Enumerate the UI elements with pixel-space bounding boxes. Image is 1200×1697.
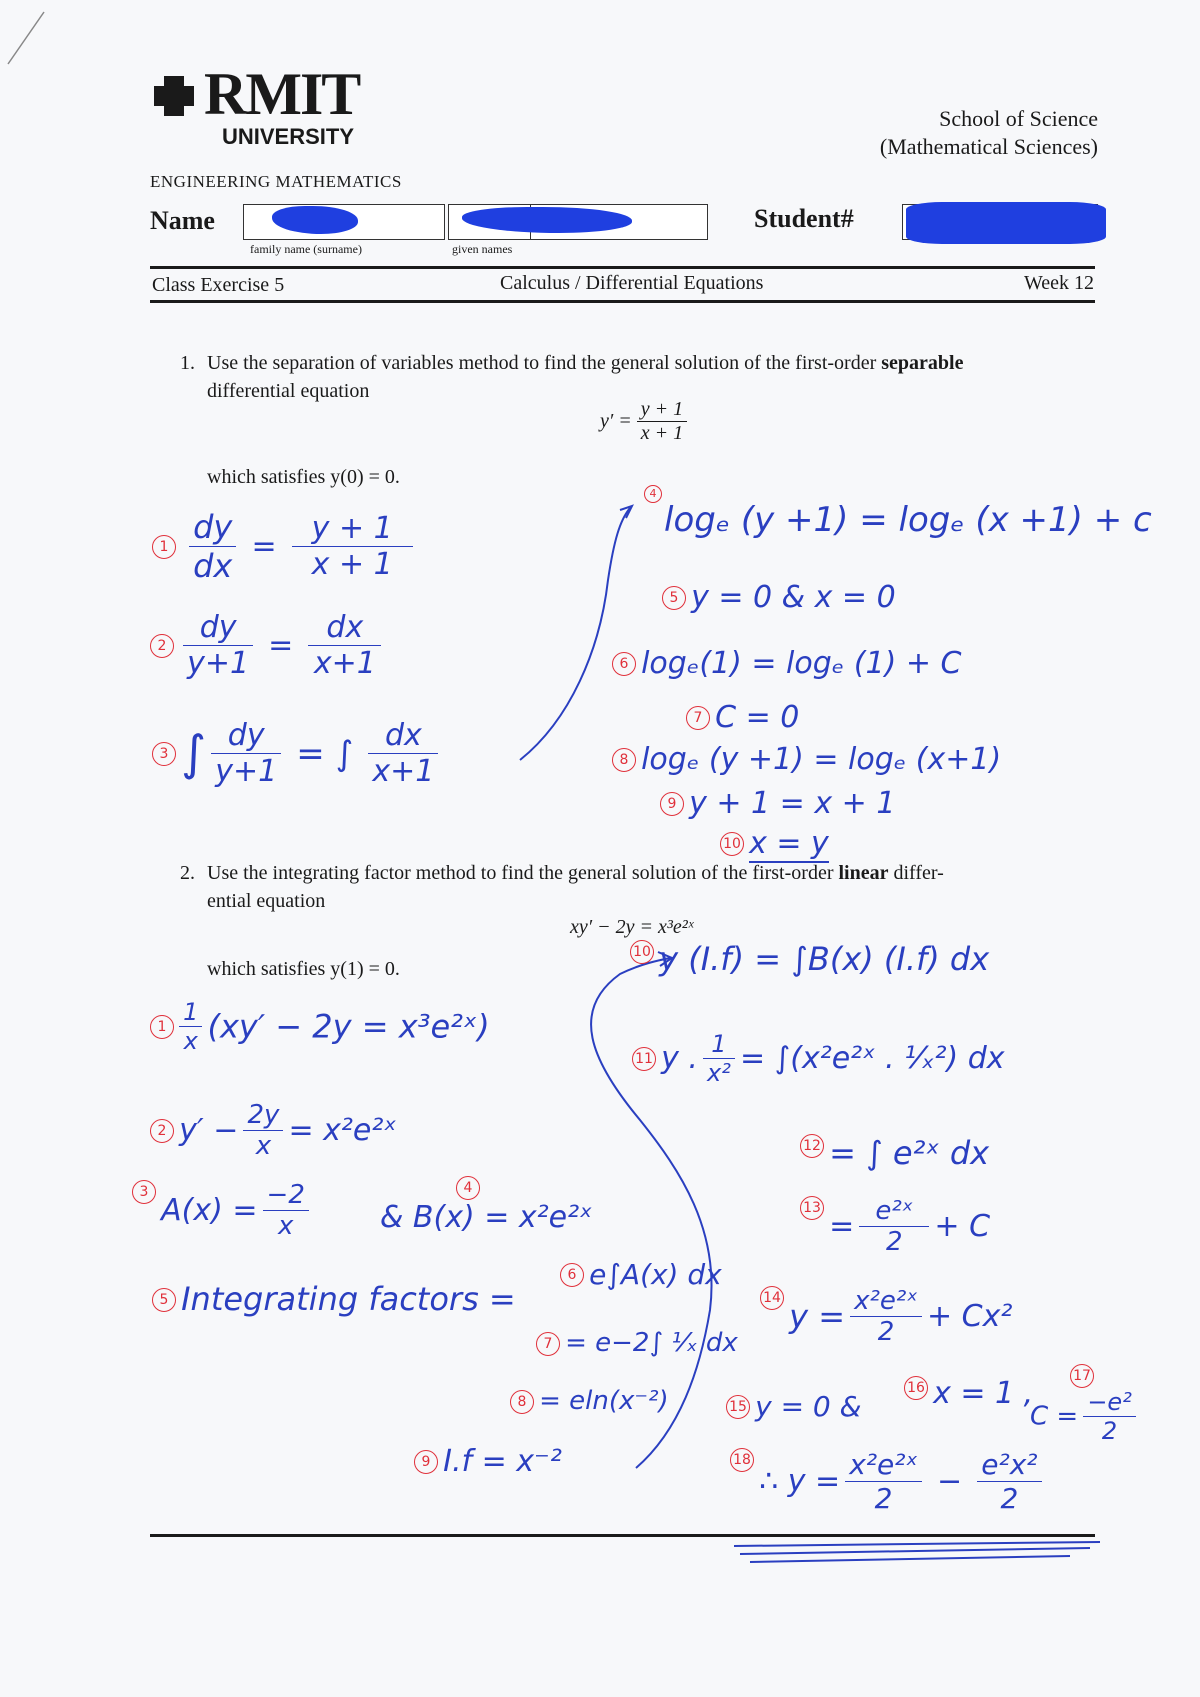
q2-s2-num: 2y bbox=[243, 1100, 283, 1131]
school-department: (Mathematical Sciences) bbox=[879, 134, 1098, 159]
q2-step8-marker: 8 bbox=[510, 1390, 534, 1414]
q1-s2-rden: x+1 bbox=[313, 646, 376, 681]
q2-s11-post: = ∫(x²e²ˣ . ¹⁄ₓ²) dx bbox=[739, 1041, 1005, 1076]
q1-step2 bbox=[150, 610, 381, 681]
rmit-logo bbox=[150, 62, 390, 152]
q2-s17-pre: C = bbox=[1030, 1401, 1079, 1432]
q2-s14-num: x²e²ˣ bbox=[850, 1286, 922, 1317]
q1-s2-num: dy bbox=[183, 610, 253, 646]
q2-step14-marker: 14 bbox=[760, 1286, 784, 1310]
q1-step10-marker: 10 bbox=[720, 832, 744, 856]
q1-s1-den: dx bbox=[193, 547, 233, 585]
q2-number: 2. bbox=[180, 862, 195, 884]
q2-prompt-text: Use the integrating factor method to find the general solution of the first-order bbox=[207, 862, 839, 884]
q1-s4-text: logₑ (y +1) = logₑ (x +1) + c bbox=[664, 500, 1152, 540]
q2-equation: xy′ − 2y = x³e²ˣ bbox=[570, 916, 694, 938]
q1-s5-text: y = 0 & x = 0 bbox=[691, 580, 896, 615]
q2-s9-text: I.f = x⁻² bbox=[443, 1444, 562, 1479]
q2-s4-text: & B(x) = x²e²ˣ bbox=[380, 1200, 593, 1235]
q2-s14-den: 2 bbox=[877, 1317, 895, 1347]
q2-step13-marker: 13 bbox=[800, 1196, 824, 1220]
q2-step18 bbox=[690, 1448, 1042, 1515]
q1-step9-marker: 9 bbox=[660, 792, 684, 816]
q2-step9-marker: 9 bbox=[414, 1450, 438, 1474]
q2-s11-num: 1 bbox=[703, 1030, 735, 1059]
q2-step9 bbox=[414, 1444, 562, 1479]
q2-s14-post: + Cx² bbox=[926, 1299, 1013, 1334]
q1-step5 bbox=[662, 580, 896, 615]
q2-s13-post: + C bbox=[934, 1209, 991, 1244]
q1-step5-marker: 5 bbox=[662, 586, 686, 610]
q1-eq-lhs: y′ = bbox=[600, 410, 632, 432]
family-name-caption: family name (surname) bbox=[250, 242, 362, 256]
q2-step3 bbox=[132, 1180, 309, 1241]
q2-s18-pre: ∴ y = bbox=[759, 1464, 841, 1499]
q1-s3-num: dy bbox=[211, 718, 281, 754]
q1-eq-den: x + 1 bbox=[640, 422, 684, 444]
q1-s9-text: y + 1 = x + 1 bbox=[689, 786, 896, 821]
q1-arrow bbox=[480, 500, 640, 780]
q2-s1-text: (xy′ − 2y = x³e²ˣ) bbox=[207, 1007, 490, 1046]
q1-s1-eq: = bbox=[251, 529, 277, 564]
q2-step17-marker: 17 bbox=[1070, 1364, 1094, 1388]
q1-s1-num: dy bbox=[189, 508, 236, 547]
logo-name: RMIT bbox=[204, 61, 360, 127]
q2-prompt bbox=[207, 862, 944, 885]
q2-s1-den: x bbox=[183, 1027, 198, 1055]
q1-s3-rnum: dx bbox=[368, 718, 438, 754]
q1-step8 bbox=[612, 742, 1001, 777]
class-exercise-label: Class Exercise 5 bbox=[152, 274, 285, 296]
q1-step3 bbox=[152, 718, 438, 789]
q2-step5-marker: 5 bbox=[152, 1288, 176, 1312]
q1-step1 bbox=[152, 508, 413, 585]
q1-eq-num: y + 1 bbox=[637, 398, 687, 422]
q1-step6 bbox=[612, 646, 961, 681]
q2-step14 bbox=[760, 1286, 1012, 1347]
q1-s7-text: C = 0 bbox=[715, 700, 800, 735]
q1-step6-marker: 6 bbox=[612, 652, 636, 676]
q2-s15-text: y = 0 & bbox=[755, 1390, 862, 1423]
q2-prompt-line2: ential equation bbox=[207, 890, 326, 912]
final-answer-underline bbox=[730, 1538, 1110, 1568]
q2-s10-text: y (I.f) = ∫B(x) (I.f) dx bbox=[659, 940, 990, 978]
q1-step10 bbox=[720, 826, 829, 861]
q1-s8-text: logₑ (y +1) = logₑ (x+1) bbox=[641, 742, 1002, 777]
topic-label: Calculus / Differential Equations bbox=[500, 272, 764, 294]
q2-step6-marker: 6 bbox=[560, 1263, 584, 1287]
q2-s2-den: x bbox=[255, 1131, 272, 1161]
q2-step17 bbox=[1030, 1364, 1136, 1445]
q2-s16-text: x = 1 , bbox=[933, 1376, 1034, 1411]
q2-s13-num: e²ˣ bbox=[859, 1196, 929, 1227]
q2-step1 bbox=[150, 998, 490, 1055]
q2-step13 bbox=[800, 1196, 990, 1257]
q1-equation bbox=[600, 398, 687, 445]
q2-step11 bbox=[632, 1030, 1005, 1087]
header-rule-bottom bbox=[150, 300, 1095, 303]
q2-s1-num: 1 bbox=[179, 998, 202, 1027]
q1-s3-lhs: ∫ bbox=[181, 725, 207, 782]
course-name: ENGINEERING MATHEMATICS bbox=[150, 172, 402, 191]
q2-s13-pre: = bbox=[829, 1209, 855, 1244]
week-label: Week 12 bbox=[1023, 272, 1094, 294]
q2-step3-marker: 3 bbox=[132, 1180, 156, 1204]
q2-s13-den: 2 bbox=[886, 1227, 903, 1257]
q1-condition: which satisfies y(0) = 0. bbox=[207, 466, 400, 488]
q2-step16 bbox=[904, 1376, 1033, 1411]
q1-step9 bbox=[660, 786, 895, 821]
q2-step12 bbox=[800, 1134, 989, 1172]
q2-step5 bbox=[152, 1280, 516, 1318]
q1-step2-marker: 2 bbox=[150, 634, 174, 658]
q2-s3-den: x bbox=[278, 1211, 294, 1241]
q1-step8-marker: 8 bbox=[612, 748, 636, 772]
q1-s2-den: y+1 bbox=[187, 646, 250, 681]
q2-s17-num: −e² bbox=[1083, 1388, 1136, 1417]
q2-s5-text: Integrating factors = bbox=[181, 1280, 516, 1318]
q2-step15-marker: 15 bbox=[726, 1395, 750, 1419]
q1-number: 1. bbox=[180, 352, 195, 374]
q1-step4 bbox=[644, 482, 662, 503]
q2-step15 bbox=[726, 1390, 861, 1423]
q2-s8-text: = eln(x⁻²) bbox=[539, 1386, 669, 1416]
q1-s1-rden: x + 1 bbox=[311, 547, 393, 582]
q1-s3-den: y+1 bbox=[215, 754, 278, 789]
q2-s18-den: 2 bbox=[874, 1482, 893, 1515]
q2-s17-den: 2 bbox=[1101, 1417, 1118, 1445]
q2-s18-num: x²e²ˣ bbox=[845, 1448, 922, 1482]
q2-s2-pre: y′ − bbox=[179, 1113, 239, 1148]
q2-s18-mid: − bbox=[937, 1464, 963, 1499]
q2-prompt-bold: linear bbox=[838, 862, 889, 884]
redaction-student-number bbox=[906, 202, 1106, 244]
q1-step7-marker: 7 bbox=[686, 706, 710, 730]
given-names-caption: given names bbox=[452, 242, 513, 256]
q1-s6-text: logₑ(1) = logₑ (1) + C bbox=[641, 646, 962, 681]
name-label: Name bbox=[150, 206, 215, 235]
q2-step10-marker: 10 bbox=[630, 940, 654, 964]
q1-step3-marker: 3 bbox=[152, 742, 176, 766]
q1-s2-eq: = bbox=[268, 628, 294, 663]
footer-rule bbox=[150, 1534, 1095, 1537]
q1-step4-marker: 4 bbox=[644, 485, 662, 503]
q2-s11-pre: y . bbox=[661, 1041, 698, 1076]
q2-s11-den: x² bbox=[707, 1059, 731, 1087]
q2-s12-text: = ∫ e²ˣ dx bbox=[829, 1134, 990, 1172]
q2-s3-pre: A(x) = bbox=[161, 1193, 258, 1228]
q1-s2-rnum: dx bbox=[308, 610, 381, 646]
q1-s1-rnum: y + 1 bbox=[292, 511, 413, 547]
q2-step16-marker: 16 bbox=[904, 1376, 928, 1400]
corner-pencil-mark bbox=[0, 0, 60, 80]
q2-step7-marker: 7 bbox=[536, 1332, 560, 1356]
q2-step2-marker: 2 bbox=[150, 1119, 174, 1143]
q1-prompt-bold: separable bbox=[881, 352, 964, 374]
q2-s6-text: e∫A(x) dx bbox=[589, 1258, 722, 1291]
q2-step1-marker: 1 bbox=[150, 1015, 174, 1039]
school-name: School of Science bbox=[939, 106, 1098, 131]
q2-step2 bbox=[150, 1100, 397, 1161]
q2-prompt-tail: differ- bbox=[888, 862, 944, 884]
q1-prompt bbox=[207, 352, 963, 375]
rmit-logo-mark bbox=[150, 72, 198, 120]
student-number-label: Student# bbox=[754, 204, 854, 233]
q1-s10-text: x = y bbox=[749, 826, 829, 861]
q2-step10 bbox=[630, 940, 989, 978]
q2-step18-marker: 18 bbox=[730, 1448, 754, 1472]
q2-condition: which satisfies y(1) = 0. bbox=[207, 958, 400, 980]
q2-s7-text: = e−2∫ ¹⁄ₓ dx bbox=[565, 1328, 738, 1358]
q1-prompt-text: Use the separation of variables method to find the general solution of the first-order bbox=[207, 352, 882, 374]
q1-step1-marker: 1 bbox=[152, 535, 176, 559]
header-rule-top bbox=[150, 266, 1095, 269]
logo-subtitle: UNIVERSITY bbox=[222, 124, 355, 149]
q1-s3-rden: x+1 bbox=[372, 754, 435, 789]
q2-s3-num: −2 bbox=[263, 1180, 309, 1211]
q2-s2-post: = x²e²ˣ bbox=[288, 1113, 397, 1148]
q2-step12-marker: 12 bbox=[800, 1134, 824, 1158]
q2-step11-marker: 11 bbox=[632, 1047, 656, 1071]
q2-s18-den2: 2 bbox=[1000, 1482, 1019, 1515]
q1-s3-eq: = ∫ bbox=[296, 733, 354, 774]
q2-step4-marker: 4 bbox=[456, 1176, 480, 1200]
q2-s14-pre: y = bbox=[789, 1297, 846, 1336]
q2-s18-num2: e²x² bbox=[977, 1448, 1041, 1482]
q1-step7 bbox=[686, 700, 799, 735]
q1-prompt-line2: differential equation bbox=[207, 380, 370, 402]
